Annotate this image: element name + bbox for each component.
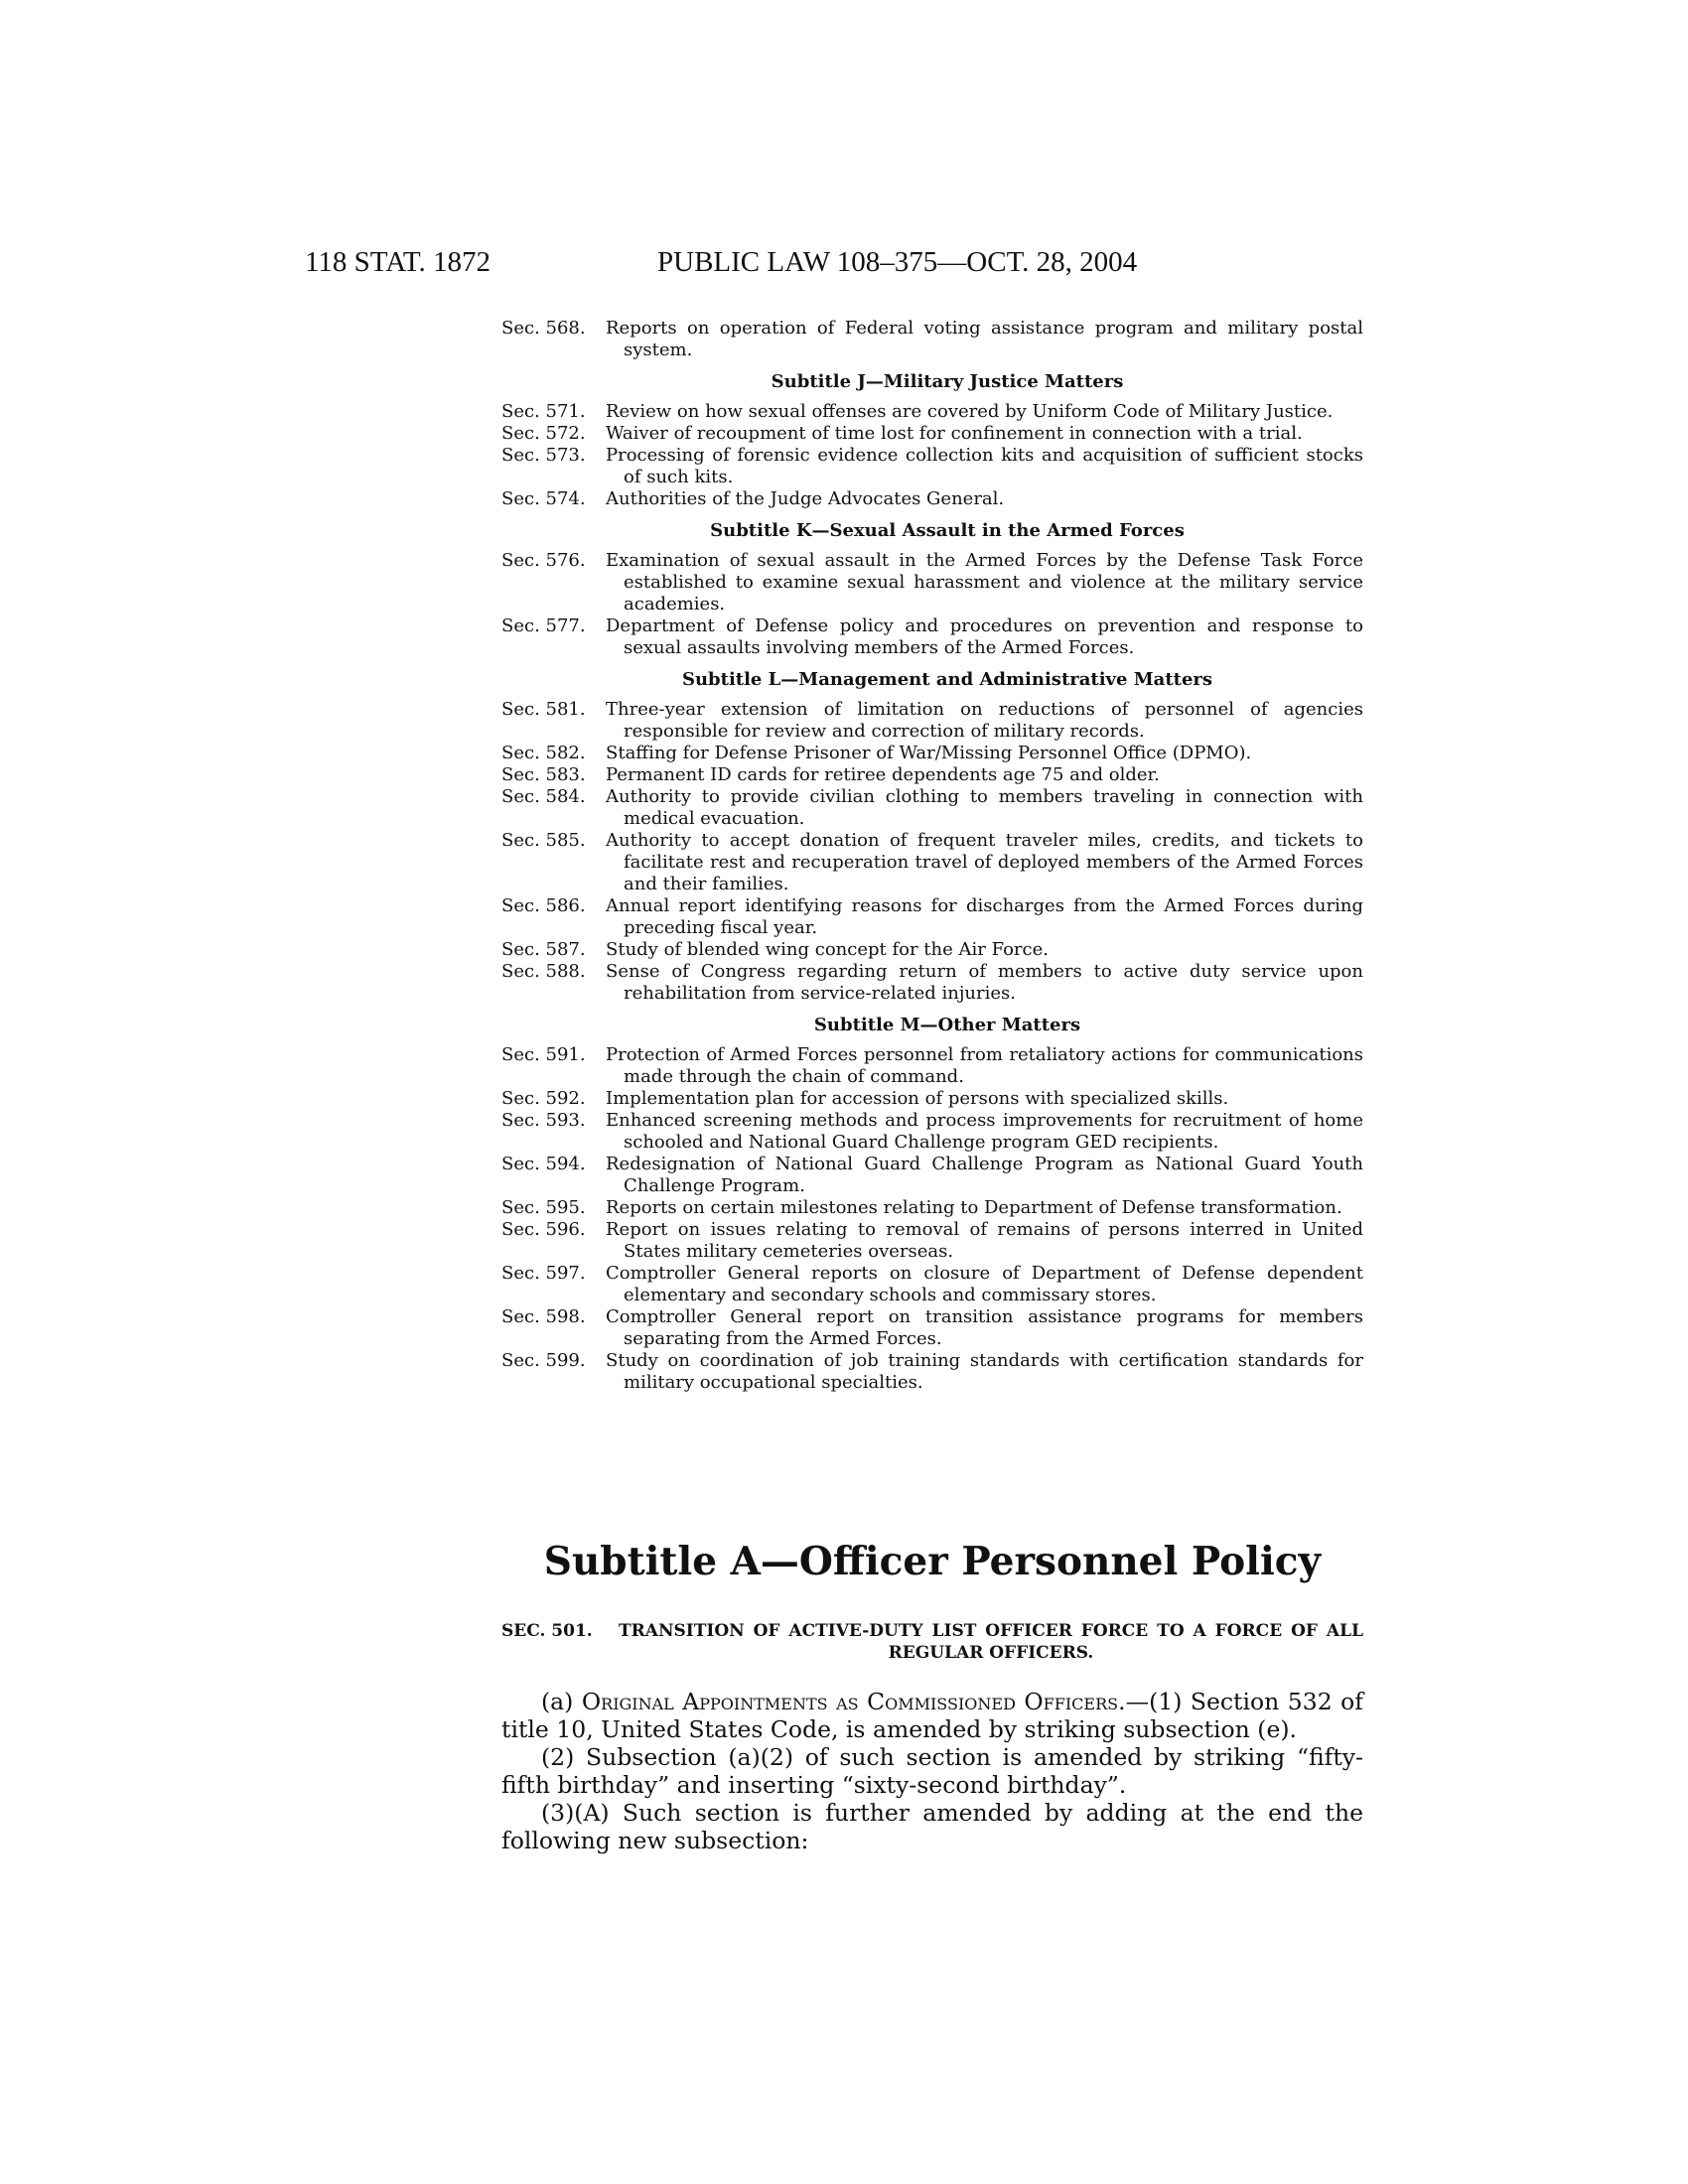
toc-entry-text: Enhanced screening methods and process improvements for recruitment of home schooled and National Guard Challenge program GED recipients.: [606, 1110, 1363, 1153]
toc-entry-text: Report on issues relating to removal of remains of persons interred in United States military cemeteries overseas.: [606, 1219, 1363, 1262]
toc-entry: [501, 1306, 1363, 1350]
toc-entry-number: Sec. 594.: [501, 1154, 586, 1174]
toc-entry-text: Review on how sexual offenses are covered by Uniform Code of Military Justice.: [606, 401, 1334, 422]
toc-entry: [501, 1154, 1363, 1197]
toc-entry-text: Three-year extension of limitation on reductions of personnel of agencies responsible for review and correction of military records.: [606, 699, 1363, 742]
toc-subtitle-j: [501, 371, 1363, 510]
toc-entry: [501, 1263, 1363, 1306]
toc-entry-text: Staffing for Defense Prisoner of War/Missing Personnel Office (DPMO).: [606, 743, 1252, 763]
toc-entry-number: Sec. 577.: [501, 615, 586, 636]
toc-entry-number: Sec. 568.: [501, 318, 586, 339]
toc-entry-number: Sec. 585.: [501, 830, 586, 851]
toc-subtitle-k: [501, 520, 1363, 659]
statute-page-number: 118 STAT. 1872: [305, 246, 491, 278]
toc-entry-text: Permanent ID cards for retiree dependents age 75 and older.: [606, 764, 1160, 785]
paragraph-a: [501, 1688, 1363, 1743]
toc-entry-number: Sec. 571.: [501, 401, 586, 422]
toc-leading-group: [501, 318, 1363, 361]
toc-entry-number: Sec. 582.: [501, 743, 586, 763]
toc-entry-number: Sec. 597.: [501, 1263, 586, 1284]
paragraph-a-caption: Original Appointments as Commissioned Officers.: [581, 1688, 1126, 1715]
toc-entry-number: Sec. 583.: [501, 764, 586, 785]
toc-entry-text: Reports on certain milestones relating to Department of Defense transformation.: [606, 1197, 1342, 1218]
toc-entry-text: Comptroller General reports on closure of Department of Defense dependent elementary and secondary schools and commissary stores.: [606, 1263, 1363, 1305]
toc-entry: [501, 1219, 1363, 1263]
section-number: SEC. 501.: [501, 1621, 593, 1641]
toc-entry-text: Reports on operation of Federal voting assistance program and military postal system.: [606, 318, 1363, 360]
subtitle-m-heading: Subtitle M—Other Matters: [813, 1015, 1081, 1035]
toc-entry: [501, 830, 1363, 895]
section-title: TRANSITION OF ACTIVE-DUTY LIST OFFICER FORCE TO A FORCE OF ALL REGULAR OFFICERS.: [619, 1621, 1363, 1663]
toc-entry-text: Study of blended wing concept for the Air Force.: [606, 939, 1049, 960]
toc-entry: [501, 1197, 1363, 1219]
toc-entry-number: Sec. 586.: [501, 895, 586, 916]
toc-entry: [501, 318, 1363, 361]
toc-entry-number: Sec. 588.: [501, 961, 586, 982]
toc-entry: [501, 699, 1363, 743]
toc-entry-number: Sec. 598.: [501, 1306, 586, 1327]
toc-entry: [501, 1044, 1363, 1088]
subtitle-k-heading: Subtitle K—Sexual Assault in the Armed Forces: [710, 520, 1185, 541]
toc-entry-text: Redesignation of National Guard Challenge Program as National Guard Youth Challenge Program.: [606, 1154, 1363, 1196]
toc-entry-text: Protection of Armed Forces personnel from retaliatory actions for communications made through the chain of command.: [606, 1044, 1363, 1087]
subtitle-l-heading: Subtitle L—Management and Administrative Matters: [681, 669, 1213, 690]
toc-entry-number: Sec. 581.: [501, 699, 586, 720]
toc-entry-text: Authority to provide civilian clothing to members traveling in connection with medical evacuation.: [606, 786, 1363, 829]
toc-entry-text: Examination of sexual assault in the Armed Forces by the Defense Task Force established to examine sexual harassment and violence at the military service academies.: [606, 550, 1363, 614]
toc-entry-number: Sec. 587.: [501, 939, 586, 960]
toc-entry: [501, 423, 1363, 445]
toc-entry: [501, 1110, 1363, 1154]
toc-entry: [501, 550, 1363, 615]
toc-entry: [501, 1350, 1363, 1394]
toc-entry: [501, 786, 1363, 830]
toc-entry: [501, 615, 1363, 659]
toc-entry-number: Sec. 595.: [501, 1197, 586, 1218]
toc-entry: [501, 895, 1363, 939]
toc-entry-text: Annual report identifying reasons for discharges from the Armed Forces during preceding fiscal year.: [606, 895, 1363, 938]
paragraph-a-lead: (a): [541, 1688, 574, 1715]
toc-entry: [501, 961, 1363, 1005]
toc-entry-number: Sec. 593.: [501, 1110, 586, 1131]
toc-entry-number: Sec. 591.: [501, 1044, 586, 1065]
subtitle-a-title: Subtitle A—Officer Personnel Policy: [543, 1539, 1322, 1584]
section-501-body: [501, 1688, 1363, 1854]
toc-entry-number: Sec. 584.: [501, 786, 586, 807]
public-law-citation: PUBLIC LAW 108–375—OCT. 28, 2004: [657, 246, 1138, 278]
paragraph-a-text: —(1) Section 532 of title 10, United States Code, is amended by striking subsection (e).: [501, 1688, 1364, 1743]
toc-entry-text: Department of Defense policy and procedures on prevention and response to sexual assaults involving members of the Armed Forces.: [606, 615, 1363, 658]
paragraph-2: (2) Subsection (a)(2) of such section is amended by striking “fifty-fifth birthday” and inserting “sixty-second birthday”.: [501, 1743, 1363, 1799]
toc-entry-number: Sec. 592.: [501, 1088, 586, 1109]
toc-entry: [501, 445, 1363, 488]
toc-entry-number: Sec. 572.: [501, 423, 586, 444]
section-501-heading: [501, 1620, 1363, 1664]
toc-entry: [501, 488, 1363, 510]
toc-entry-text: Authorities of the Judge Advocates General.: [606, 488, 1005, 509]
toc-entry-text: Comptroller General report on transition assistance programs for members separating from the Armed Forces.: [606, 1306, 1363, 1349]
toc-entry-text: Waiver of recoupment of time lost for confinement in connection with a trial.: [606, 423, 1303, 444]
toc-subtitle-m: [501, 1015, 1363, 1394]
paragraph-3: (3)(A) Such section is further amended by adding at the end the following new subsection:: [501, 1799, 1363, 1854]
toc-entry: [501, 743, 1363, 764]
toc-entry-number: Sec. 574.: [501, 488, 586, 509]
toc-subtitle-l: [501, 669, 1363, 1005]
toc-entry-text: Implementation plan for accession of persons with specialized skills.: [606, 1088, 1229, 1109]
toc-entry: [501, 939, 1363, 961]
toc-entry: [501, 764, 1363, 786]
toc-entry-number: Sec. 599.: [501, 1350, 586, 1371]
toc-entry-number: Sec. 576.: [501, 550, 586, 571]
toc-entry: [501, 1088, 1363, 1110]
toc-entry-text: Authority to accept donation of frequent traveler miles, credits, and tickets to facilitate rest and recuperation travel of deployed members of the Armed Forces and their families.: [606, 830, 1363, 894]
toc-entry: [501, 401, 1363, 423]
toc-entry-text: Study on coordination of job training standards with certification standards for military occupational specialties.: [606, 1350, 1363, 1393]
subtitle-j-heading: Subtitle J—Military Justice Matters: [771, 371, 1124, 392]
toc-entry-number: Sec. 573.: [501, 445, 586, 466]
toc-entry-text: Sense of Congress regarding return of members to active duty service upon rehabilitation from service-related injuries.: [606, 961, 1363, 1004]
toc-entry-number: Sec. 596.: [501, 1219, 586, 1240]
table-of-contents: [501, 318, 1363, 1394]
page-header: [305, 246, 1228, 286]
toc-entry-text: Processing of forensic evidence collection kits and acquisition of sufficient stocks of such kits.: [606, 445, 1363, 487]
